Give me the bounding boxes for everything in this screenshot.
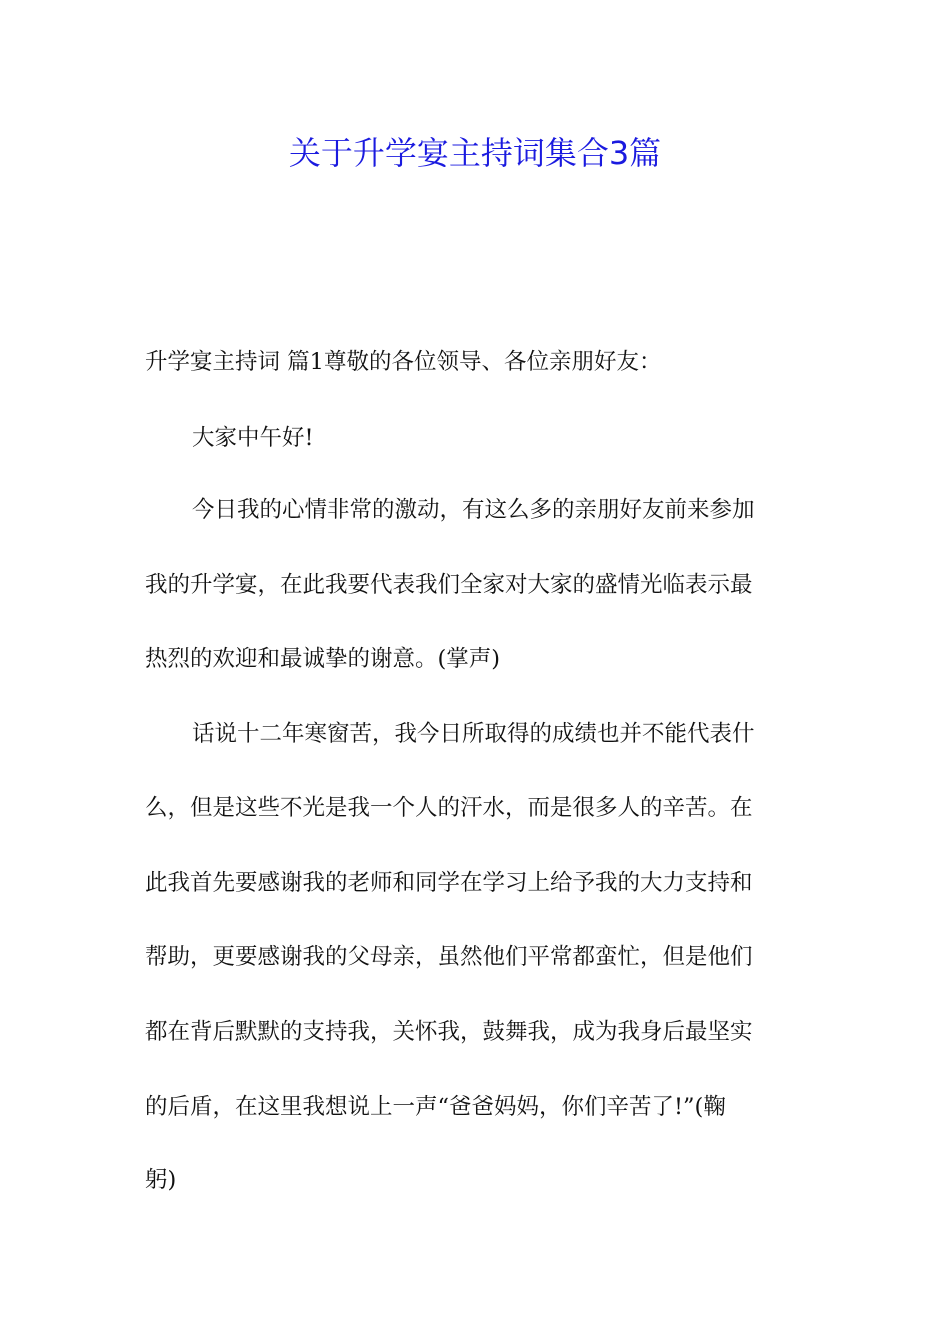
body-line: 大家中午好! [192, 425, 314, 451]
document-title: 关于升学宴主持词集合3篇 [288, 134, 662, 172]
body-line: 么，但是这些不光是我一个人的汗水，而是很多人的辛苦。在 [145, 795, 753, 821]
body-line: 话说十二年寒窗苦，我今日所取得的成绩也并不能代表什 [192, 721, 755, 747]
body-line: 升学宴主持词 篇1尊敬的各位领导、各位亲朋好友： [145, 349, 662, 375]
body-line: 的后盾，在这里我想说上一声“爸爸妈妈，你们辛苦了!”(鞠 [145, 1094, 726, 1120]
body-line: 我的升学宴，在此我要代表我们全家对大家的盛情光临表示最 [145, 572, 753, 598]
body-line: 热烈的欢迎和最诚挚的谢意。(掌声) [145, 646, 501, 672]
body-line: 此我首先要感谢我的老师和同学在学习上给予我的大力支持和 [145, 870, 753, 896]
body-line: 躬) [145, 1167, 177, 1193]
body-line: 帮助，更要感谢我的父母亲，虽然他们平常都蛮忙，但是他们 [145, 944, 753, 970]
body-line: 都在背后默默的支持我，关怀我，鼓舞我，成为我身后最坚实 [145, 1019, 753, 1045]
body-line: 今日我的心情非常的激动，有这么多的亲朋好友前来参加 [192, 497, 755, 523]
